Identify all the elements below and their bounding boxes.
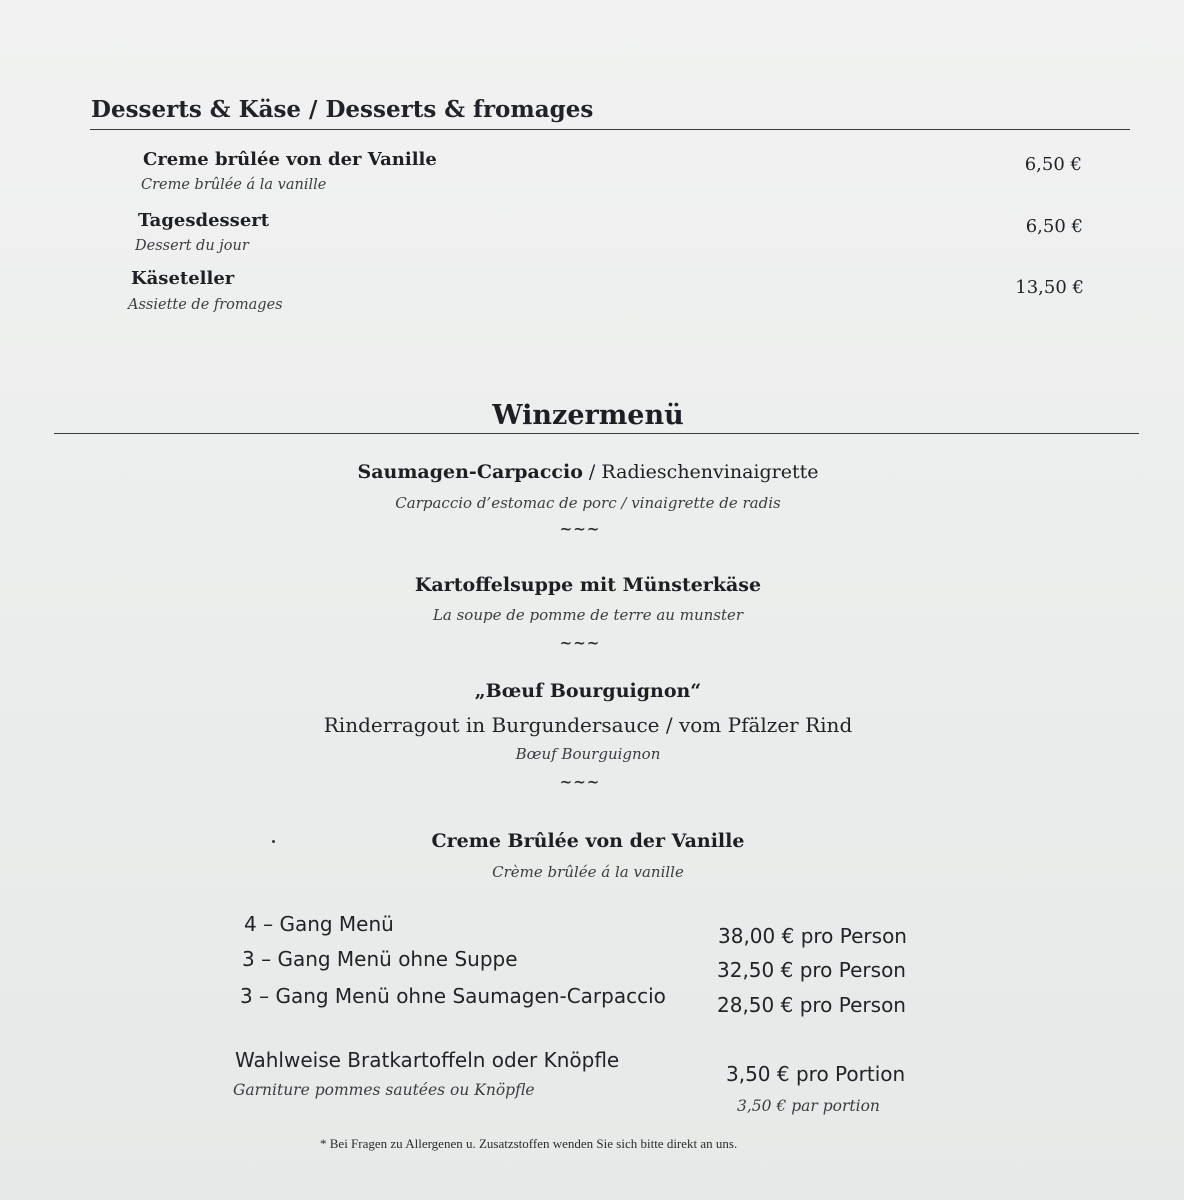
dessert-name-1: Creme brûlée von der Vanille	[143, 149, 437, 170]
side-label: Wahlweise Bratkartoffeln oder Knöpfle	[235, 1048, 620, 1072]
dessert-price-2: 6,50 €	[1025, 216, 1083, 237]
dessert-subtitle-2: Dessert du jour	[135, 238, 249, 254]
section-title-winzermenu: Winzermenü	[492, 400, 684, 431]
course-1-subtitle: Carpaccio d’estomac de porc / vinaigrette de radis	[395, 494, 781, 512]
course-2-subtitle: La soupe de pomme de terre au munster	[432, 606, 744, 624]
menu-option-price-3: 28,50 € pro Person	[717, 993, 906, 1017]
paper-speck	[272, 840, 275, 843]
allergen-footnote: * Bei Fragen zu Allergenen u. Zusatzstoffen wenden Sie sich bitte direkt an uns.	[320, 1136, 738, 1151]
dessert-name-3: Käseteller	[131, 268, 235, 289]
side-price: 3,50 € pro Portion	[726, 1062, 906, 1086]
side-price-subtitle: 3,50 € par portion	[737, 1097, 880, 1115]
section-divider	[90, 129, 1130, 130]
dessert-price-3: 13,50 €	[1015, 277, 1084, 298]
course-4-subtitle: Crème brûlée á la vanille	[492, 863, 684, 881]
menu-option-price-2: 32,50 € pro Person	[717, 958, 906, 982]
dessert-subtitle-3: Assiette de fromages	[128, 297, 283, 313]
course-1-heading	[0, 461, 1176, 483]
course-3-subtitle: Bœuf Bourguignon	[515, 745, 661, 763]
menu-option-label-1: 4 – Gang Menü	[244, 912, 394, 936]
dessert-subtitle-1: Creme brûlée á la vanille	[141, 177, 327, 193]
menu-option-label-2: 3 – Gang Menü ohne Suppe	[242, 947, 518, 971]
course-1-name: Saumagen-Carpaccio	[357, 461, 583, 483]
course-4-name: Creme Brûlée von der Vanille	[431, 830, 745, 852]
course-3-name: „Bœuf Bourguignon“	[474, 680, 702, 702]
section-title-desserts: Desserts & Käse / Desserts & fromages	[91, 96, 594, 123]
course-separator: ~~~	[559, 634, 601, 652]
course-separator: ~~~	[559, 520, 601, 538]
course-3-description: Rinderragout in Burgundersauce / vom Pfälzer Rind	[323, 713, 853, 737]
dessert-name-2: Tagesdessert	[138, 210, 270, 231]
menu-option-label-3: 3 – Gang Menü ohne Saumagen-Carpaccio	[240, 984, 666, 1008]
dessert-price-1: 6,50 €	[1024, 154, 1082, 175]
course-2-name: Kartoffelsuppe mit Münsterkäse	[414, 574, 762, 596]
section-divider	[54, 433, 1139, 434]
side-subtitle: Garniture pommes sautées ou Knöpfle	[233, 1081, 535, 1099]
menu-option-price-1: 38,00 € pro Person	[718, 924, 907, 948]
course-1-suffix: / Radieschenvinaigrette	[582, 461, 819, 483]
course-separator: ~~~	[559, 773, 601, 791]
